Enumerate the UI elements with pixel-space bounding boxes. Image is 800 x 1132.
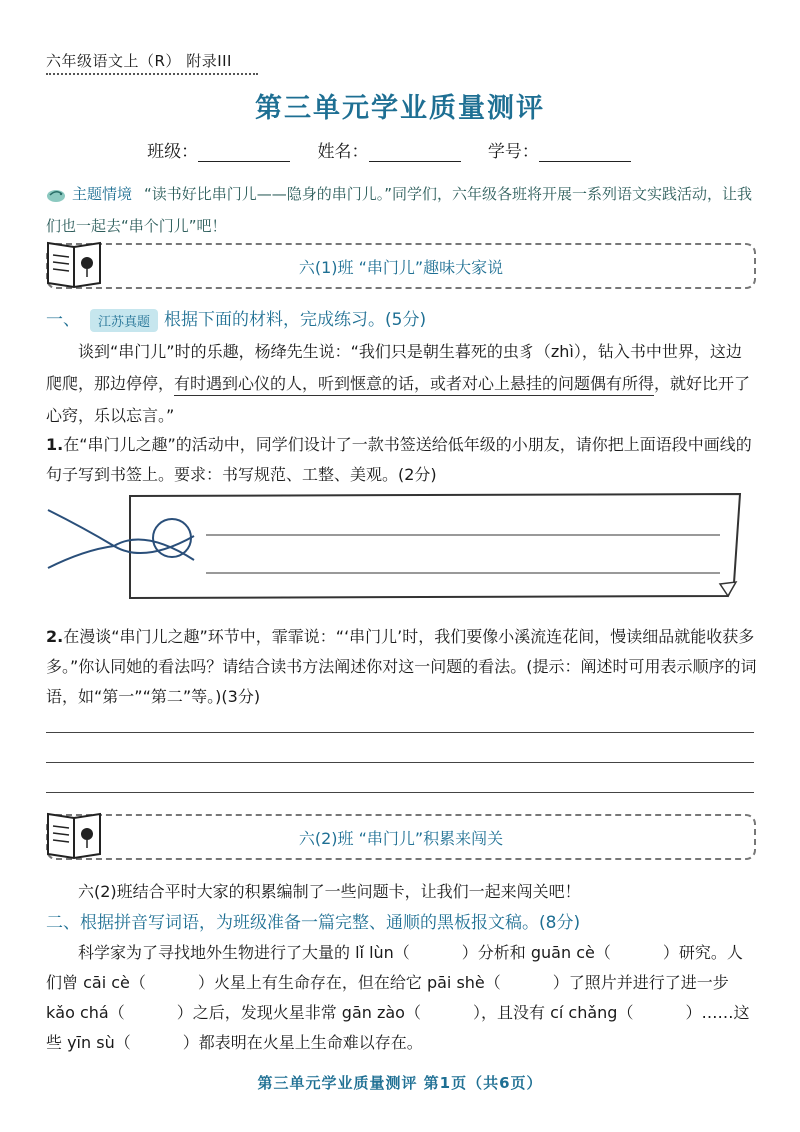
name-label: 姓名： — [317, 142, 369, 162]
pinyin-text: ）之后，发现火星非常 gān zào（ — [176, 1003, 421, 1022]
pinyin-passage — [46, 938, 758, 1058]
pinyin-text: ）研究。人们曾 cāi cè（ — [46, 943, 743, 992]
question-number: 2. — [46, 627, 64, 646]
pinyin-text: ）火星上有生命存在，但在给它 pāi shè（ — [197, 973, 501, 992]
exam-source-tag: 江苏真题 — [90, 309, 158, 332]
bookmark-answer-area[interactable] — [44, 488, 750, 606]
header-label: 六年级语文上（R） 附录III — [46, 52, 232, 70]
answer-line[interactable] — [46, 762, 754, 763]
bird-icon — [46, 187, 66, 203]
class-label: 班级： — [147, 142, 199, 162]
section-banner-class1 — [46, 243, 756, 289]
student-id-label: 学号： — [487, 142, 539, 162]
section-number: 一、 — [46, 310, 80, 330]
question-number: 1. — [46, 435, 64, 454]
question-text: 在“串门儿之趣”的活动中，同学们设计了一款书签送给低年级的小朋友，请你把上面语段中画线的句子写到书签上。要求：书写规范、工整、美观。(2分) — [46, 435, 752, 484]
reading-passage — [46, 336, 756, 432]
banner-title: 六(1)班 “串门儿”趣味大家说 — [298, 258, 504, 277]
student-id-field[interactable] — [539, 143, 631, 162]
class-field[interactable] — [198, 143, 290, 162]
name-field[interactable] — [369, 143, 461, 162]
pinyin-text: ）了照片并进行了进一步 kǎo chá（ — [46, 973, 729, 1022]
student-info-row — [0, 137, 800, 162]
answer-line[interactable] — [46, 792, 754, 793]
section-one-heading — [46, 305, 426, 332]
section-two-intro: 六(2)班结合平时大家的积累编制了一些问题卡，让我们一起来闯关吧！ — [78, 882, 581, 901]
pinyin-text: ）……这些 yīn sù（ — [46, 1003, 750, 1052]
underlined-sentence: 有时遇到心仪的人，听到惬意的话，或者对心上悬挂的问题偶有所得 — [174, 374, 654, 396]
passage-text: 谈到“串门儿”时的乐趣，杨绛先生说：“我们只是朝生暮死的虫豸（zhì），钻入书中世界，这边爬爬，那边停停， — [46, 342, 742, 393]
page-title: 第三单元学业质量测评 — [255, 93, 545, 124]
page-footer: 第三单元学业质量测评 第1页（共6页） — [257, 1074, 543, 1092]
banner-title: 六(2)班 “串门儿”积累来闯关 — [298, 829, 504, 848]
question-2 — [46, 622, 760, 712]
pinyin-text: ），且没有 cí chǎng（ — [472, 1003, 634, 1022]
section-two-heading: 二、根据拼音写词语，为班级准备一篇完整、通顺的黑板报文稿。(8分) — [46, 913, 581, 933]
theme-text: “读书好比串门儿——隐身的串门儿。”同学们，六年级各班将开展一系列语文实践活动，让我们也一起去“串个门儿”吧！ — [46, 185, 753, 235]
section-title: 根据下面的材料，完成练习。(5分) — [164, 310, 427, 330]
question-1 — [46, 430, 760, 490]
pinyin-text: 科学家为了寻找地外生物进行了大量的 lǐ lùn（ — [78, 943, 410, 962]
pinyin-text: ）分析和 guān cè（ — [461, 943, 611, 962]
question-text: 在漫谈“串门儿之趣”环节中，霏霏说：“‘串门儿’时，我们要像小溪流连花间，慢读细品就能收获多多。”你认同她的看法吗？请结合读书方法阐述你对这一问题的看法。(提示：阐述时可用表示顺序的词语，如“第一”“第二”等。)(3分) — [46, 627, 757, 706]
theme-context — [46, 178, 756, 242]
answer-line[interactable] — [46, 732, 754, 733]
passage-text-end: ，就好比开了心窍，乐以忘言。” — [46, 374, 751, 425]
section-banner-class2 — [46, 814, 756, 860]
header-divider — [46, 73, 258, 75]
theme-label: 主题情境 — [72, 185, 133, 203]
pinyin-text: ）都表明在火星上生命难以存在。 — [182, 1033, 423, 1052]
